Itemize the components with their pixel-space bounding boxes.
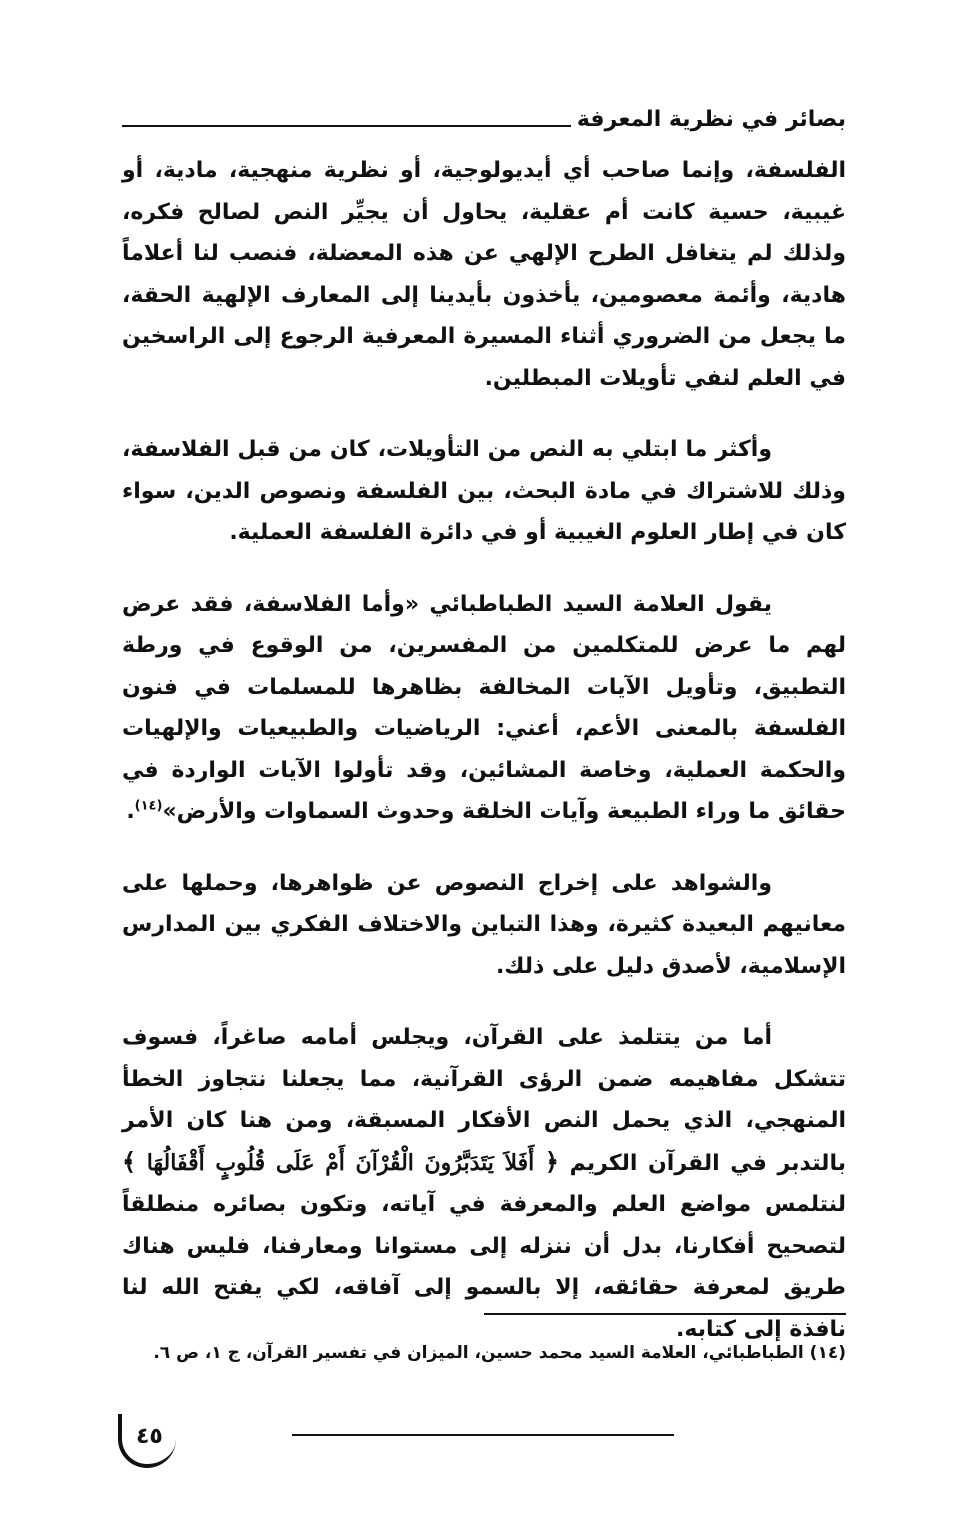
main-text: [122, 150, 846, 1380]
paragraph-2: وأكثر ما ابتلي به النص من التأويلات، كان من قبل الفلاسفة، وذلك للاشتراك في مادة البحث، بين الفلسفة ونصوص الدين، سواء كان في إطار العلوم الغيبية أو في دائرة الفلسفة العملية.: [122, 437, 846, 545]
page-number-badge: [118, 1414, 180, 1470]
quote-end: .: [126, 799, 135, 824]
quran-verse: أَفَلاَ يَتَدَبَّرُونَ الْقُرْآنَ أَمْ عَلَى قُلُوبٍ أَقْفَالُهَا: [146, 1149, 535, 1176]
paragraph-1: الفلسفة، وإنما صاحب أي أيديولوجية، أو نظرية منهجية، مادية، أو غيبية، حسية كانت أم عقلية، يحاول أن يجيِّر النص لصالح فكره، ولذلك لم يتغافل الطرح الإلهي عن هذه المعضلة، فنصب لنا أعلاماً هادية، وأئمة معصومين، يأخذون بأيدينا إلى المعارف الإلهية الحقة، ما يجعل من الضروري أثناء المسيرة المعرفية الرجوع إلى الراسخين في العلم لنفي تأويلات المبطلين.: [122, 158, 846, 391]
paragraph-5-start: أما من يتتلمذ على القرآن، ويجلس أمامه صاغراً، فسوف تتشكل مفاهيمه ضمن الرؤى القرآنية، مما يجعلنا نتجاوز الخطأ المنهجي، الذي يحمل النص الأفكار المسبقة، ومن هنا كان الأمر بالتدبر في القرآن الكريم: [122, 1025, 846, 1176]
header-rule: [122, 125, 571, 127]
running-title: بصائر في نظرية المعرفة: [576, 107, 846, 132]
ornate-bracket-close-icon: ﴾: [122, 1147, 137, 1176]
paragraph-3: [122, 584, 846, 833]
page-number: ٤٥: [136, 1424, 163, 1449]
paragraph-5-end: لنتلمس مواضع العلم والمعرفة في آياته، وتكون بصائره منطلقاً لتصحيح أفكارنا، بدل أن ننزله إلى مستوانا ومعارفنا، فليس هناك طريق لمعرفة حقائقه، إلا بالسمو إلى آفاقه، لكي يفتح الله لنا نافذة إلى كتابه.: [122, 1192, 846, 1342]
footnote: (١٤) الطباطبائي، العلامة السيد محمد حسين، الميزان في تفسير القرآن، ج ١، ص ٦.: [153, 1343, 846, 1363]
footnote-reference: (١٤): [134, 798, 163, 814]
quote-text: يقول العلامة السيد الطباطبائي «وأما الفلاسفة، فقد عرض لهم ما عرض للمتكلمين من المفسرين، من الوقوع في ورطة التطبيق، وتأويل الآيات المخالفة بظاهرها للمسلمات في فنون الفلسفة بالمعنى الأعم، أعني: الرياضيات والطبيعيات والإلهيات والحكمة العملية، وخاصة المشائين، وقد تأولوا الآيات الواردة في حقائق ما وراء الطبيعة وآيات الخلقة وحدوث السماوات والأرض»: [122, 591, 846, 824]
ornate-bracket-open-icon: ﴿: [544, 1147, 559, 1176]
paragraph-4: والشواهد على إخراج النصوص عن ظواهرها، وحملها على معانيهم البعيدة كثيرة، وهذا التباين والاختلاف الفكري بين المدارس الإسلامية، لأصدق دليل على ذلك.: [122, 870, 846, 979]
footnote-rule: [484, 1313, 846, 1315]
running-header: [122, 95, 846, 131]
paragraph-5: [122, 1017, 846, 1350]
footer-rule: [292, 1434, 674, 1436]
